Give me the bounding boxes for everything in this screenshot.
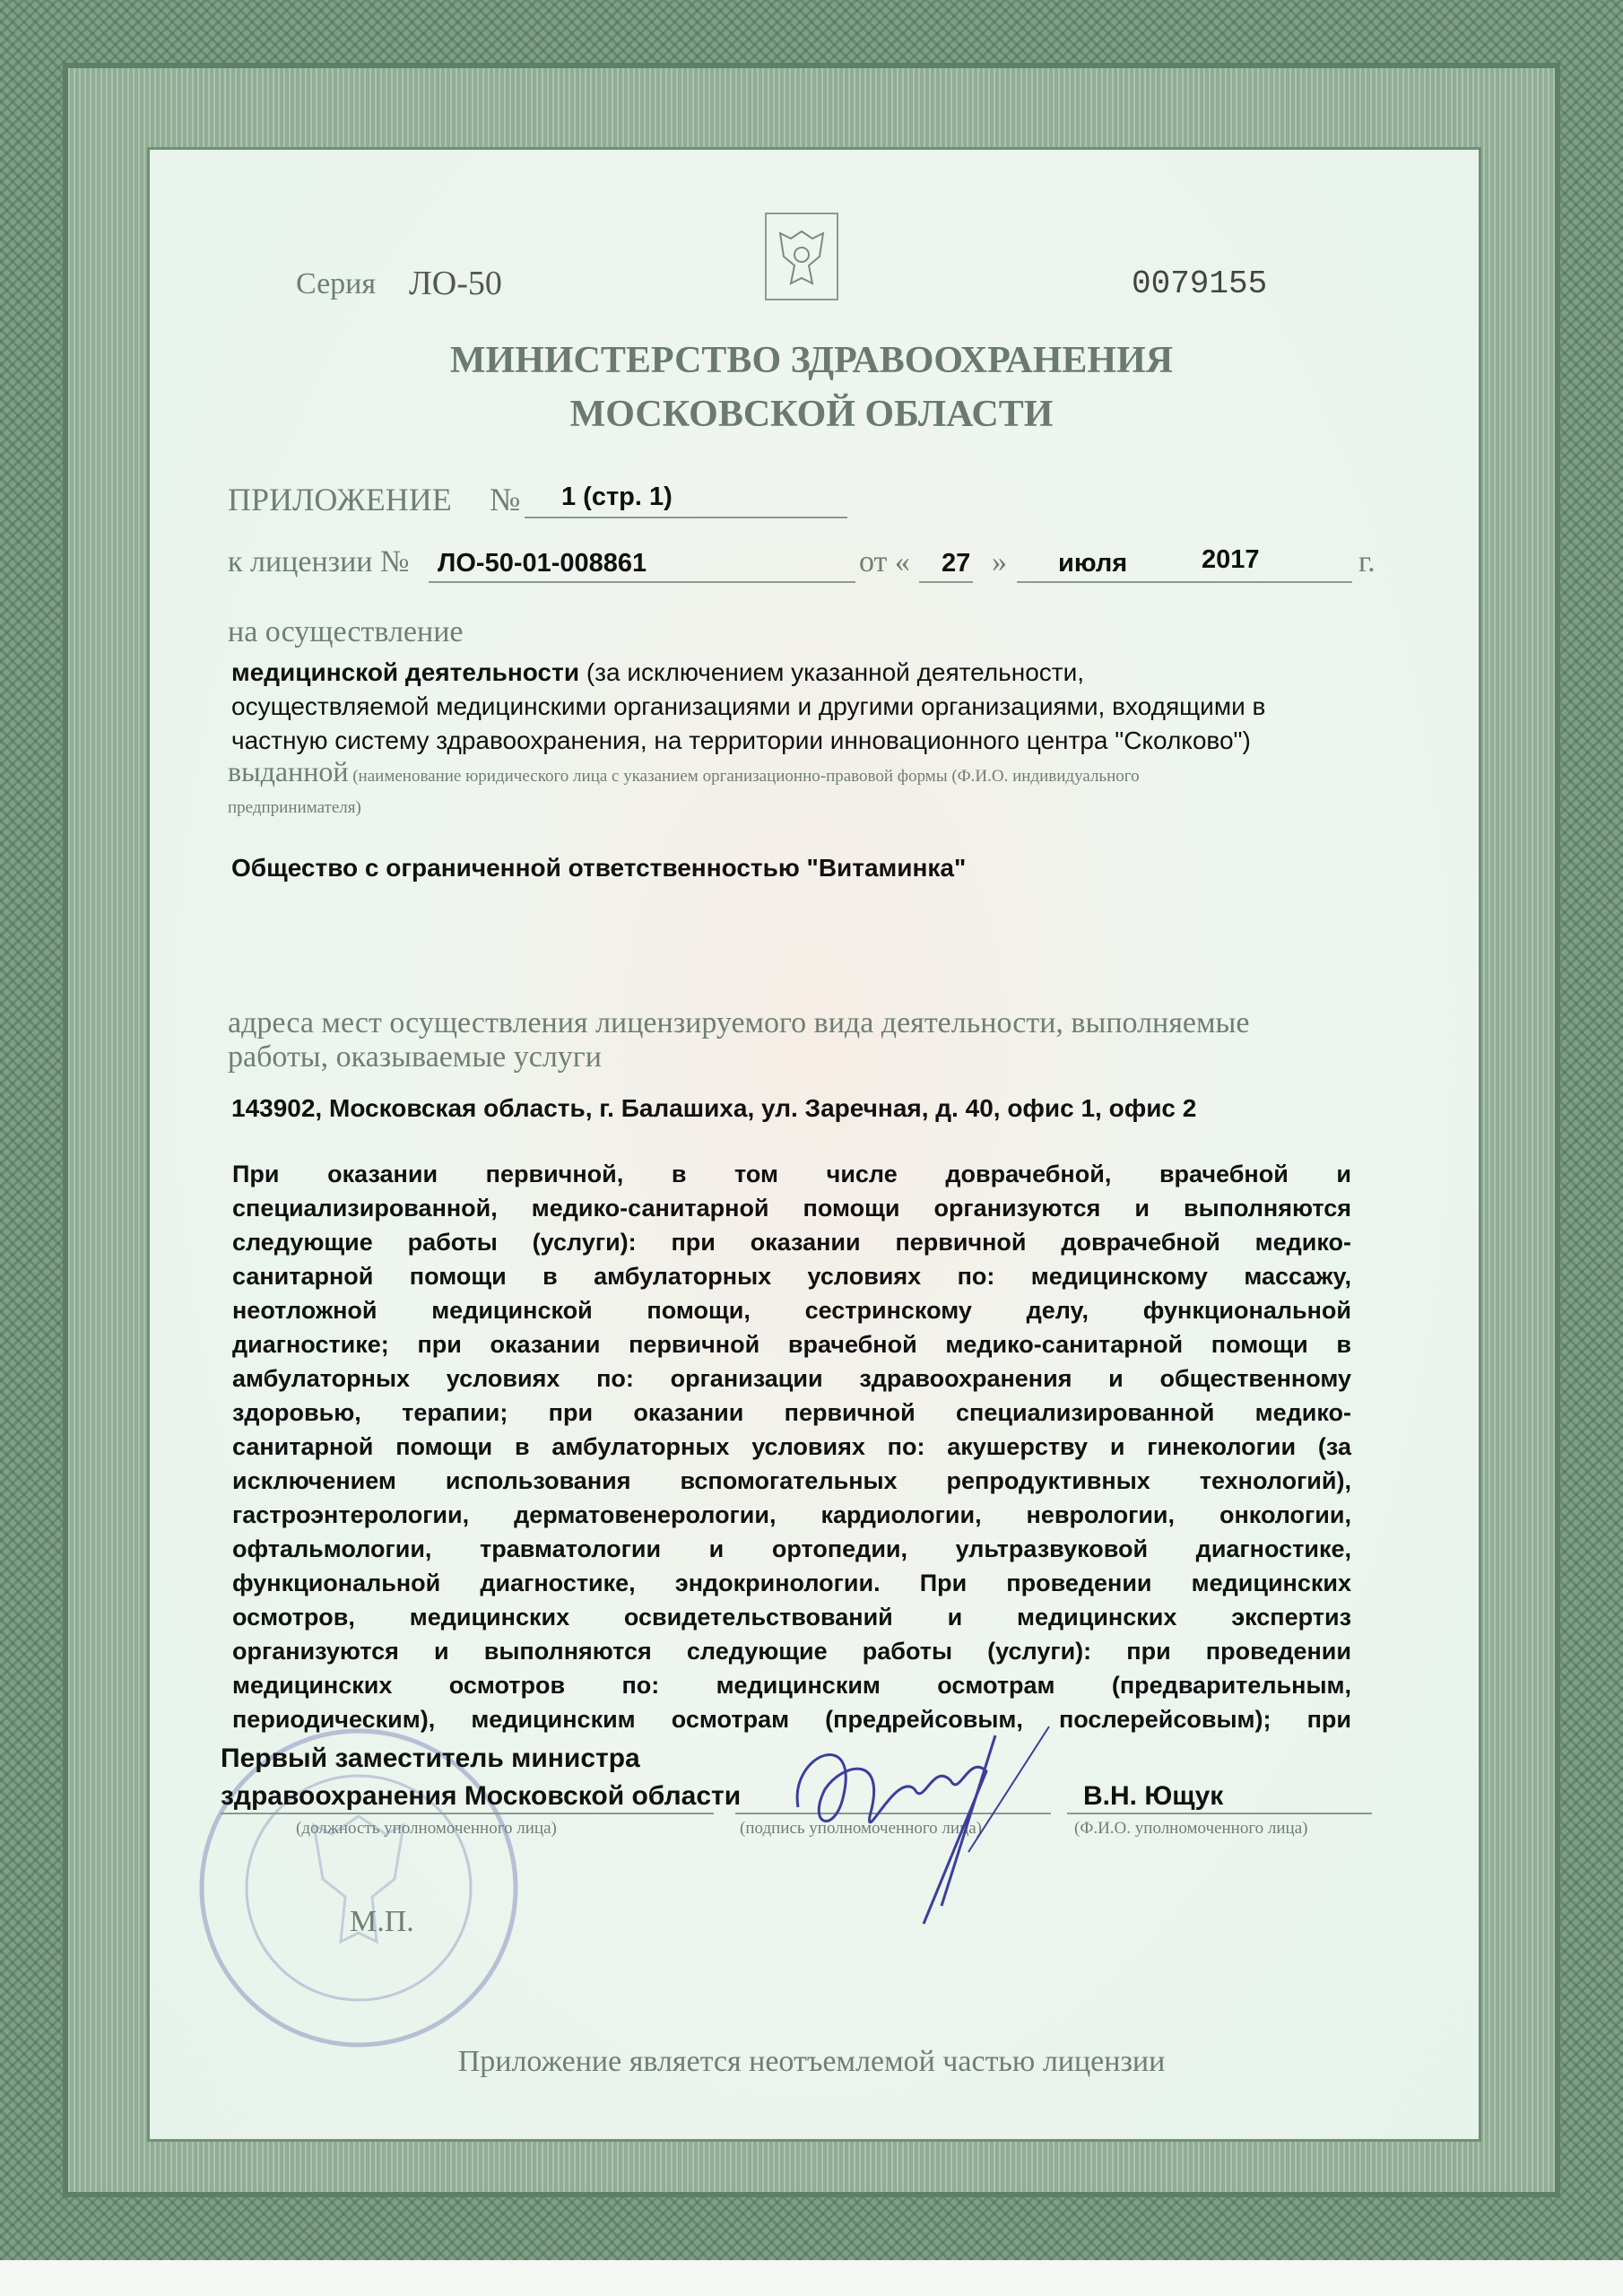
series-value: ЛО-50: [409, 265, 502, 302]
caption-position: (должность уполномоченного лица): [296, 1819, 557, 1838]
addresses-label-line2: работы, оказываемые услуги: [228, 1040, 602, 1074]
services-line: санитарной помощи в амбулаторных условиях по: медицинскому массажу,: [232, 1263, 1351, 1290]
services-line: специализированной, медико-санитарной помощи организуются и выполняются: [232, 1195, 1351, 1222]
services-line: функциональной диагностике, эндокринологии. При проведении медицинских: [232, 1570, 1351, 1596]
year: 2017: [1202, 545, 1260, 574]
activity-line3: частную систему здравоохранения, на территории инновационного центра "Сколково"): [231, 726, 1251, 754]
services-line: санитарной помощи в амбулаторных условиях по: акушерству и гинекологии (за: [232, 1433, 1351, 1460]
services-line: организуются и выполняются следующие работы (услуги): при проведении: [232, 1638, 1351, 1665]
addresses-label-line1: адреса мест осуществления лицензируемого вида деятельности, выполняемые: [228, 1006, 1250, 1039]
date-from-label: от «: [859, 545, 910, 578]
services-line: осмотров, медицинских освидетельствований и медицинских экспертиз: [232, 1604, 1351, 1631]
activity-line1: [231, 658, 1084, 687]
services-line: диагностике; при оказании первичной врачебной медико-санитарной помощи в: [232, 1331, 1351, 1358]
activity-label: на осуществление: [228, 615, 464, 648]
services-line: амбулаторных условиях по: организации здравоохранения и общественному: [232, 1365, 1351, 1392]
appendix-number: 1 (стр. 1): [561, 483, 673, 511]
issued-hint: (наименование юридического лица с указанием организационно-правовой формы (Ф.И.О. индивидуального: [348, 767, 1140, 786]
name-underline: [1067, 1812, 1372, 1814]
services-line: здоровью, терапии; при оказании первичной специализированной медико-: [232, 1399, 1351, 1426]
activity-bold: медицинской деятельности: [231, 658, 580, 686]
address: 143902, Московская область, г. Балашиха, ул. Заречная, д. 40, офис 1, офис 2: [231, 1094, 1197, 1122]
issued-word: выданной: [228, 755, 349, 787]
issued-hint-line2: предпринимателя): [228, 798, 361, 817]
month: июля: [1058, 549, 1128, 578]
activity-line2: осуществляемой медицинскими организациями и другими организациями, входящими в: [231, 692, 1266, 720]
signatory-position-line1: Первый заместитель министра: [221, 1744, 640, 1773]
signatory-name: В.Н. Ющук: [1083, 1781, 1224, 1811]
services-line: неотложной медицинской помощи, сестринскому делу, функциональной: [232, 1297, 1351, 1324]
series-label: Серия: [296, 267, 377, 300]
day-close: »: [992, 545, 1007, 578]
license-label: к лицензии №: [228, 545, 410, 578]
license-number: ЛО-50-01-008861: [438, 549, 647, 578]
caption-signature: (подпись уполномоченного лица): [740, 1819, 983, 1838]
services-line: исключением использования вспомогательных репродуктивных технологий),: [232, 1467, 1351, 1494]
services-line: медицинских осмотров по: медицинским осмотрам (предварительным,: [232, 1672, 1351, 1699]
services-line: периодическим), медицинским осмотрам (предрейсовым, послерейсовым); при: [232, 1706, 1351, 1733]
services-line: При оказании первичной, в том числе доврачебной, врачебной и: [232, 1161, 1351, 1187]
services-paragraph: [232, 1157, 1351, 1736]
services-line: офтальмологии, травматологии и ортопедии, ультразвуковой диагностике,: [232, 1535, 1351, 1562]
ministry-title-line1: МИНИСТЕРСТВО ЗДРАВООХРАНЕНИЯ: [449, 340, 1174, 381]
position-underline: [221, 1812, 714, 1814]
signatory-position-line2: здравоохранения Московской области: [221, 1781, 742, 1811]
ministry-title-line2: МОСКОВСКОЙ ОБЛАСТИ: [569, 394, 1054, 435]
footer-note: Приложение является неотъемлемой частью лицензии: [457, 2045, 1166, 2078]
services-line: следующие работы (услуги): при оказании первичной доврачебной медико-: [232, 1229, 1351, 1256]
coat-of-arms-icon: [764, 212, 839, 301]
day: 27: [942, 549, 971, 578]
caption-name: (Ф.И.О. уполномоченного лица): [1074, 1819, 1308, 1838]
number-sign: №: [490, 482, 521, 517]
organization-name: Общество с ограниченной ответственностью "Витаминка": [231, 854, 967, 882]
handwritten-signature: [780, 1718, 1103, 1933]
activity-line1-rest: (за исключением указанной деятельности,: [579, 658, 1085, 686]
seal-label: М.П.: [350, 1905, 414, 1938]
services-line: гастроэнтерологии, дерматовенерологии, кардиологии, неврологии, онкологии,: [232, 1501, 1351, 1528]
form-number: 0079155: [1132, 265, 1268, 302]
issued-label: [228, 755, 1140, 788]
year-suffix: г.: [1358, 545, 1376, 578]
appendix-label: ПРИЛОЖЕНИЕ: [228, 482, 452, 517]
